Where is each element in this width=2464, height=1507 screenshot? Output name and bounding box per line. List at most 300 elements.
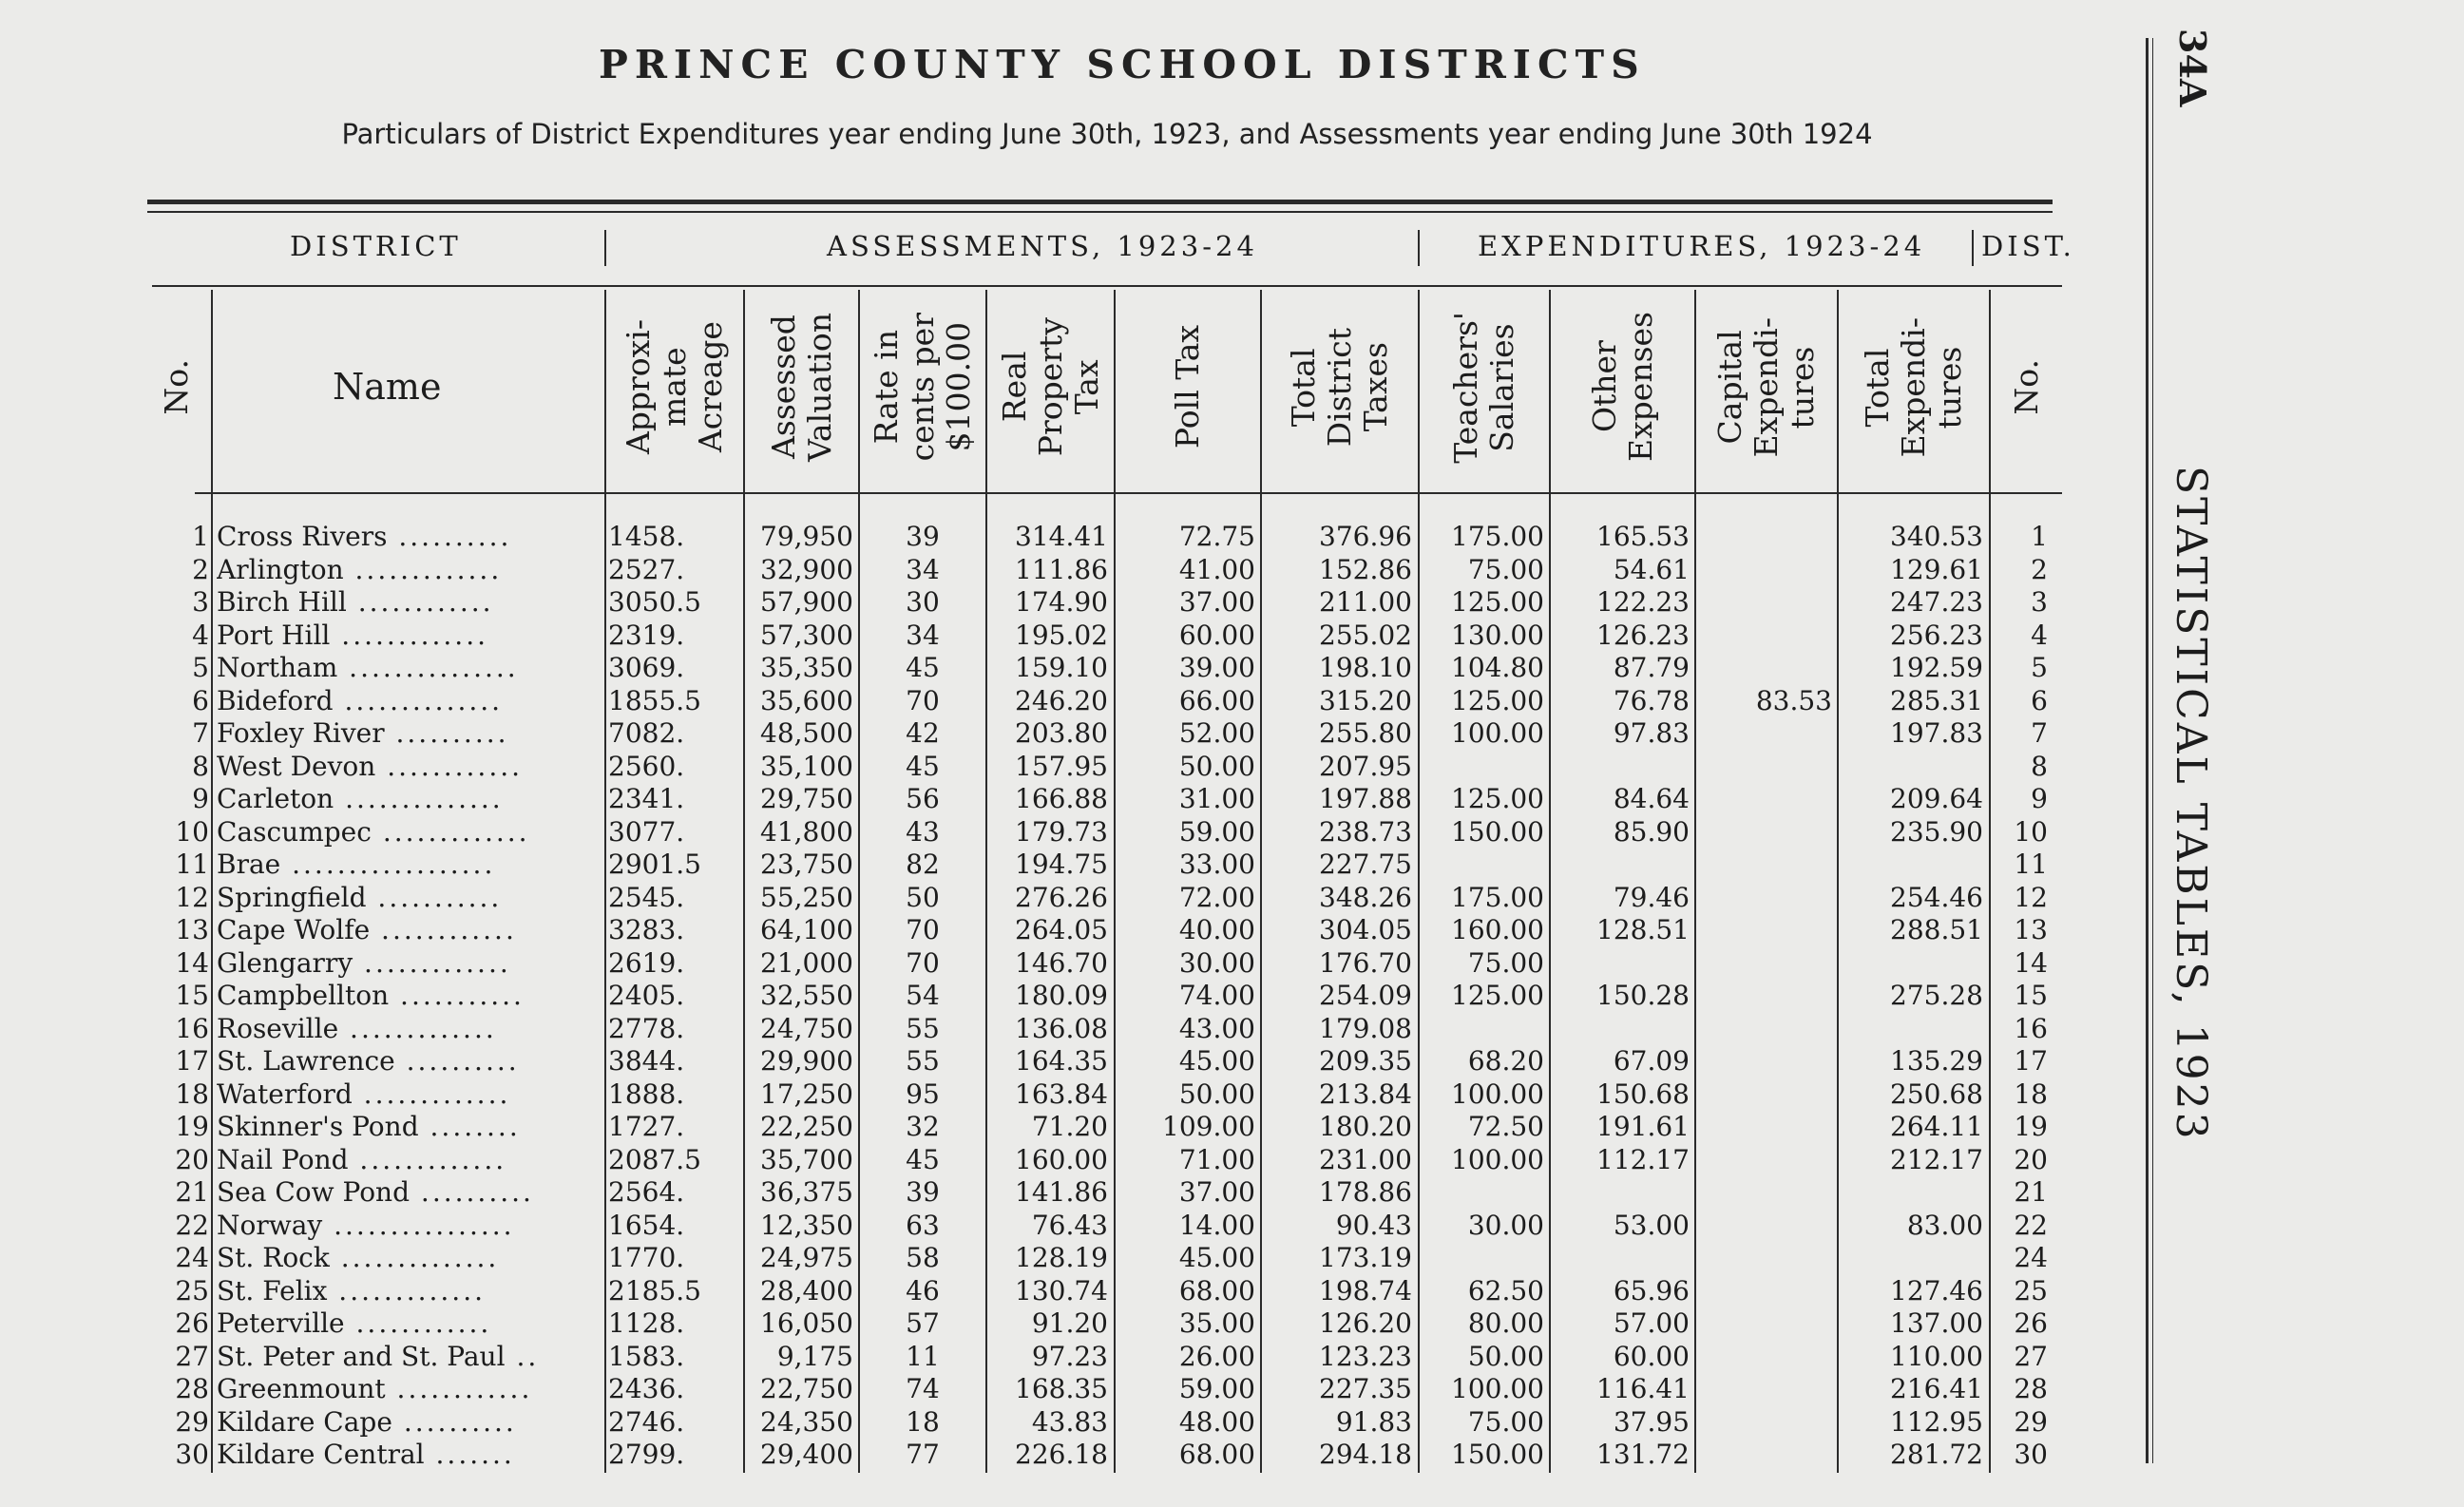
cell-teachers-salaries: 150.00 <box>1451 1439 1544 1470</box>
cell-dist-no: 24 <box>2014 1242 2048 1273</box>
cell-rate: 82 <box>906 849 940 880</box>
cell-total-expenditures: 110.00 <box>1890 1340 1983 1372</box>
district-name: Norway <box>217 1209 323 1241</box>
cell-total-district-taxes: 197.88 <box>1319 783 1412 814</box>
group-sep-3 <box>1972 230 1974 266</box>
cell-no: 2 <box>192 553 209 585</box>
cell-rate: 56 <box>906 783 940 814</box>
top-rule <box>147 200 2053 204</box>
cell-total-district-taxes: 227.75 <box>1319 849 1412 880</box>
cell-no: 1 <box>192 521 209 552</box>
cell-total-district-taxes: 90.43 <box>1335 1209 1412 1241</box>
table-row <box>0 554 2091 587</box>
leader-dots: ........ <box>418 1111 521 1142</box>
group-sep-2 <box>1418 230 1420 266</box>
cell-total-expenditures: 135.29 <box>1890 1045 1983 1077</box>
cell-real-property-tax: 314.41 <box>1015 521 1108 552</box>
cell-other-expenses: 112.17 <box>1596 1143 1690 1175</box>
cell-other-expenses: 128.51 <box>1596 914 1690 945</box>
table-row <box>0 685 2091 718</box>
district-name: Waterford <box>217 1078 353 1110</box>
cell-valuation: 64,100 <box>760 914 853 945</box>
cell-real-property-tax: 168.35 <box>1015 1373 1108 1404</box>
cell-other-expenses: 150.28 <box>1596 980 1690 1011</box>
cell-dist-no: 11 <box>2014 849 2048 880</box>
cell-total-district-taxes: 173.19 <box>1319 1242 1412 1273</box>
cell-other-expenses: 65.96 <box>1613 1274 1690 1307</box>
cell-acreage: 1654. <box>608 1209 685 1241</box>
cell-real-property-tax: 276.26 <box>1015 881 1108 913</box>
cell-acreage: 2619. <box>608 946 685 979</box>
cell-name <box>217 1307 597 1340</box>
cell-teachers-salaries: 68.20 <box>1467 1045 1544 1077</box>
cell-rate: 34 <box>906 553 940 585</box>
cell-rate: 39 <box>906 1176 940 1208</box>
district-name: Roseville <box>217 1012 339 1044</box>
table-row <box>0 521 2091 554</box>
cell-acreage: 3844. <box>608 1045 685 1077</box>
cell-real-property-tax: 163.84 <box>1015 1078 1108 1110</box>
group-district: DISTRICT <box>290 230 462 262</box>
cell-total-district-taxes: 238.73 <box>1319 815 1412 848</box>
cell-real-property-tax: 128.19 <box>1015 1242 1108 1273</box>
table-row <box>0 849 2091 882</box>
cell-poll-tax: 68.00 <box>1178 1439 1255 1470</box>
cell-dist-no: 8 <box>2031 750 2048 782</box>
cell-dist-no: 3 <box>2031 586 2048 618</box>
district-name: Carleton <box>217 783 334 814</box>
cell-rate: 39 <box>906 521 940 552</box>
table-row <box>0 1242 2091 1275</box>
table-row <box>0 586 2091 620</box>
cell-valuation: 35,600 <box>760 684 853 716</box>
header-teachers-salaries: Teachers' Salaries <box>1447 311 1520 464</box>
cell-teachers-salaries: 125.00 <box>1451 684 1544 716</box>
cell-no: 28 <box>175 1373 209 1404</box>
cell-teachers-salaries: 130.00 <box>1451 619 1544 651</box>
district-name: Foxley River <box>217 717 385 749</box>
top-rule-thin <box>147 211 2053 213</box>
cell-rate: 18 <box>906 1405 940 1438</box>
leader-dots: ............ <box>375 750 524 782</box>
leader-dots: ............ <box>346 586 494 618</box>
cell-valuation: 24,750 <box>760 1012 853 1044</box>
cell-other-expenses: 67.09 <box>1613 1045 1690 1077</box>
cell-no: 6 <box>192 684 209 716</box>
cell-poll-tax: 48.00 <box>1178 1405 1255 1438</box>
cell-acreage: 7082. <box>608 717 685 749</box>
cell-total-expenditures: 192.59 <box>1890 652 1983 683</box>
cell-teachers-salaries: 125.00 <box>1451 980 1544 1011</box>
cell-poll-tax: 72.00 <box>1178 881 1255 913</box>
cell-rate: 54 <box>906 980 940 1011</box>
cell-total-expenditures: 83.00 <box>1906 1209 1983 1241</box>
cell-real-property-tax: 91.20 <box>1031 1307 1108 1339</box>
cell-poll-tax: 31.00 <box>1178 783 1255 814</box>
cell-poll-tax: 71.00 <box>1178 1143 1255 1175</box>
cell-acreage: 1128. <box>608 1307 685 1339</box>
cell-total-district-taxes: 294.18 <box>1319 1439 1412 1470</box>
cell-other-expenses: 84.64 <box>1613 783 1690 814</box>
header-total-expenditures: Total Expendi- tures <box>1859 316 1968 458</box>
district-name: Sea Cow Pond <box>217 1176 411 1208</box>
cell-other-expenses: 116.41 <box>1596 1373 1690 1404</box>
header-capital-expenditures: Capital Expendi- tures <box>1711 316 1821 458</box>
table-row <box>0 1078 2091 1112</box>
cell-name <box>217 947 597 980</box>
leader-dots: ................ <box>322 1209 515 1241</box>
cell-poll-tax: 72.75 <box>1178 521 1255 552</box>
cell-acreage: 1458. <box>608 521 685 552</box>
cell-acreage: 3077. <box>608 815 685 848</box>
cell-valuation: 32,900 <box>760 553 853 585</box>
table-row <box>0 980 2091 1013</box>
district-name: Kildare Central <box>217 1439 425 1470</box>
cell-real-property-tax: 160.00 <box>1015 1143 1108 1175</box>
cell-name <box>217 554 597 586</box>
cell-name <box>217 816 597 849</box>
cell-rate: 30 <box>906 586 940 618</box>
cell-poll-tax: 109.00 <box>1162 1111 1255 1142</box>
cell-dist-no: 29 <box>2014 1405 2048 1438</box>
cell-total-expenditures: 250.68 <box>1890 1078 1983 1110</box>
cell-no: 9 <box>192 783 209 814</box>
leader-dots: .......... <box>387 521 512 552</box>
cell-poll-tax: 74.00 <box>1178 980 1255 1011</box>
leader-dots: ............... <box>337 652 519 683</box>
cell-rate: 11 <box>906 1340 940 1372</box>
cell-name <box>217 1341 597 1373</box>
cell-valuation: 35,700 <box>760 1143 853 1175</box>
cell-acreage: 3283. <box>608 914 685 945</box>
district-name: Kildare Cape <box>217 1405 392 1438</box>
cell-poll-tax: 39.00 <box>1178 652 1255 683</box>
cell-rate: 58 <box>906 1242 940 1273</box>
district-name: Campbellton <box>217 980 390 1011</box>
cell-teachers-salaries: 104.80 <box>1451 652 1544 683</box>
cell-real-property-tax: 130.74 <box>1015 1274 1108 1307</box>
leader-dots: ............. <box>338 1012 497 1044</box>
cell-name <box>217 1013 597 1045</box>
cell-valuation: 41,800 <box>760 815 853 848</box>
cell-valuation: 22,750 <box>760 1373 853 1404</box>
cell-poll-tax: 52.00 <box>1178 717 1255 749</box>
cell-teachers-salaries: 62.50 <box>1467 1274 1544 1307</box>
cell-valuation: 32,550 <box>760 980 853 1011</box>
cell-total-expenditures: 275.28 <box>1890 980 1983 1011</box>
cell-acreage: 2545. <box>608 881 685 913</box>
cell-real-property-tax: 226.18 <box>1015 1439 1108 1470</box>
cell-valuation: 24,350 <box>760 1405 853 1438</box>
cell-total-expenditures: 112.95 <box>1890 1405 1983 1438</box>
cell-rate: 43 <box>906 815 940 848</box>
cell-valuation: 17,250 <box>760 1078 853 1110</box>
cell-total-district-taxes: 123.23 <box>1319 1340 1412 1372</box>
district-name: Cross Rivers <box>217 521 388 552</box>
district-name: Springfield <box>217 881 367 913</box>
cell-other-expenses: 85.90 <box>1613 815 1690 848</box>
cell-total-expenditures: 256.23 <box>1890 619 1983 651</box>
leader-dots: ....... <box>424 1439 515 1470</box>
cell-other-expenses: 126.23 <box>1596 619 1690 651</box>
cell-rate: 70 <box>906 914 940 945</box>
district-name: St. Lawrence <box>217 1045 395 1077</box>
cell-total-expenditures: 209.64 <box>1890 783 1983 814</box>
cell-dist-no: 7 <box>2031 717 2048 749</box>
leader-dots: .................. <box>280 849 496 880</box>
table-row <box>0 751 2091 784</box>
cell-valuation: 57,900 <box>760 586 853 618</box>
cell-no: 13 <box>175 914 209 945</box>
cell-teachers-salaries: 100.00 <box>1451 1373 1544 1404</box>
leader-dots: ............ <box>370 914 517 945</box>
table-row <box>0 1307 2091 1341</box>
cell-no: 15 <box>175 980 209 1011</box>
cell-real-property-tax: 146.70 <box>1015 946 1108 979</box>
district-name: West Devon <box>217 750 376 782</box>
cell-no: 14 <box>175 946 209 979</box>
cell-teachers-salaries: 125.00 <box>1451 586 1544 618</box>
cell-other-expenses: 150.68 <box>1596 1078 1690 1110</box>
table-row <box>0 882 2091 915</box>
cell-valuation: 24,975 <box>760 1242 853 1273</box>
leader-dots: ........... <box>366 881 503 913</box>
cell-name <box>217 1439 597 1471</box>
cell-other-expenses: 165.53 <box>1596 521 1690 552</box>
cell-dist-no: 4 <box>2031 619 2048 651</box>
cell-dist-no: 18 <box>2014 1078 2048 1110</box>
cell-total-expenditures: 340.53 <box>1890 521 1983 552</box>
table-row <box>0 620 2091 653</box>
district-name: Peterville <box>217 1307 345 1339</box>
cell-acreage: 2185.5 <box>608 1274 701 1307</box>
cell-teachers-salaries: 175.00 <box>1451 521 1544 552</box>
cell-valuation: 79,950 <box>760 521 853 552</box>
cell-poll-tax: 66.00 <box>1178 684 1255 716</box>
cell-total-district-taxes: 227.35 <box>1319 1373 1412 1404</box>
cell-total-district-taxes: 152.86 <box>1319 553 1412 585</box>
leader-dots: ............. <box>371 815 530 848</box>
cell-acreage: 1583. <box>608 1340 685 1372</box>
district-name: St. Peter and St. Paul <box>217 1340 506 1372</box>
cell-total-district-taxes: 178.86 <box>1319 1176 1412 1208</box>
cell-poll-tax: 40.00 <box>1178 914 1255 945</box>
cell-acreage: 1888. <box>608 1078 685 1110</box>
cell-poll-tax: 14.00 <box>1178 1209 1255 1241</box>
header-top-rule <box>152 285 2062 287</box>
table-row <box>0 1373 2091 1406</box>
cell-name <box>217 1144 597 1176</box>
cell-total-district-taxes: 179.08 <box>1319 1012 1412 1044</box>
cell-total-expenditures: 254.46 <box>1890 881 1983 913</box>
cell-dist-no: 2 <box>2031 553 2048 585</box>
cell-total-district-taxes: 176.70 <box>1319 946 1412 979</box>
leader-dots: .......... <box>384 717 509 749</box>
group-assessments: ASSESSMENTS, 1923-24 <box>827 230 1258 262</box>
cell-name <box>217 1275 597 1307</box>
cell-name <box>217 521 597 553</box>
cell-valuation: 28,400 <box>760 1274 853 1307</box>
cell-real-property-tax: 164.35 <box>1015 1045 1108 1077</box>
cell-teachers-salaries: 125.00 <box>1451 783 1544 814</box>
cell-dist-no: 16 <box>2014 1012 2048 1044</box>
cell-poll-tax: 30.00 <box>1178 946 1255 979</box>
cell-rate: 55 <box>906 1012 940 1044</box>
cell-total-district-taxes: 211.00 <box>1319 586 1412 618</box>
cell-dist-no: 25 <box>2014 1274 2048 1307</box>
cell-acreage: 2560. <box>608 750 685 782</box>
district-name: St. Rock <box>217 1242 330 1273</box>
page-title: PRINCE COUNTY SCHOOL DISTRICTS <box>599 42 1646 87</box>
cell-name <box>217 586 597 619</box>
table-row <box>0 1275 2091 1308</box>
cell-name <box>217 1406 597 1439</box>
leader-dots: ............. <box>330 619 488 651</box>
cell-teachers-salaries: 150.00 <box>1451 815 1544 848</box>
cell-other-expenses: 76.78 <box>1613 684 1690 716</box>
cell-acreage: 2564. <box>608 1176 685 1208</box>
district-name: Cascumpec <box>217 815 372 848</box>
cell-no: 25 <box>175 1274 209 1307</box>
cell-no: 20 <box>175 1143 209 1175</box>
leader-dots: ............ <box>344 1307 492 1339</box>
cell-no: 18 <box>175 1078 209 1110</box>
cell-valuation: 55,250 <box>760 881 853 913</box>
cell-poll-tax: 41.00 <box>1178 553 1255 585</box>
group-dist: DIST. <box>1981 230 2075 262</box>
cell-total-expenditures: 129.61 <box>1890 553 1983 585</box>
cell-other-expenses: 122.23 <box>1596 586 1690 618</box>
leader-dots: ............. <box>352 1078 511 1110</box>
cell-valuation: 16,050 <box>760 1307 853 1339</box>
cell-total-district-taxes: 348.26 <box>1319 881 1412 913</box>
cell-no: 24 <box>175 1242 209 1273</box>
cell-real-property-tax: 157.95 <box>1015 750 1108 782</box>
leader-dots: ........... <box>389 980 525 1011</box>
cell-teachers-salaries: 175.00 <box>1451 881 1544 913</box>
cell-no: 30 <box>175 1439 209 1470</box>
leader-dots: .......... <box>410 1176 534 1208</box>
table-row <box>0 1341 2091 1374</box>
cell-dist-no: 9 <box>2031 783 2048 814</box>
cell-real-property-tax: 174.90 <box>1015 586 1108 618</box>
cell-no: 27 <box>175 1340 209 1372</box>
cell-acreage: 2436. <box>608 1373 685 1404</box>
cell-rate: 95 <box>906 1078 940 1110</box>
district-name: Cape Wolfe <box>217 914 371 945</box>
cell-real-property-tax: 246.20 <box>1015 684 1108 716</box>
cell-real-property-tax: 159.10 <box>1015 652 1108 683</box>
cell-other-expenses: 191.61 <box>1596 1111 1690 1142</box>
cell-poll-tax: 43.00 <box>1178 1012 1255 1044</box>
header-total-district-taxes: Total District Taxes <box>1285 327 1394 448</box>
leader-dots: .............. <box>334 783 504 814</box>
cell-total-district-taxes: 254.09 <box>1319 980 1412 1011</box>
cell-other-expenses: 131.72 <box>1596 1439 1690 1470</box>
leader-dots: ............. <box>327 1274 487 1307</box>
table-row <box>0 1111 2091 1144</box>
cell-no: 16 <box>175 1012 209 1044</box>
cell-real-property-tax: 264.05 <box>1015 914 1108 945</box>
cell-real-property-tax: 76.43 <box>1031 1209 1108 1241</box>
cell-name <box>217 685 597 717</box>
cell-valuation: 29,400 <box>760 1439 853 1470</box>
cell-name <box>217 652 597 684</box>
page-subtitle: Particulars of District Expenditures year ending June 30th, 1923, and Assessments year ending June 30th 1924 <box>341 118 1873 150</box>
cell-real-property-tax: 43.83 <box>1031 1405 1108 1438</box>
cell-valuation: 9,175 <box>776 1340 853 1372</box>
table-row <box>0 1439 2091 1472</box>
cell-total-district-taxes: 207.95 <box>1319 750 1412 782</box>
cell-total-district-taxes: 198.74 <box>1319 1274 1412 1307</box>
cell-teachers-salaries: 30.00 <box>1467 1209 1544 1241</box>
cell-no: 5 <box>192 652 209 683</box>
cell-rate: 77 <box>906 1439 940 1470</box>
cell-other-expenses: 79.46 <box>1613 881 1690 913</box>
cell-total-district-taxes: 198.10 <box>1319 652 1412 683</box>
cell-real-property-tax: 166.88 <box>1015 783 1108 814</box>
cell-real-property-tax: 180.09 <box>1015 980 1108 1011</box>
cell-poll-tax: 50.00 <box>1178 750 1255 782</box>
table-row <box>0 1176 2091 1210</box>
cell-acreage: 2341. <box>608 783 685 814</box>
cell-valuation: 29,900 <box>760 1045 853 1077</box>
table-row <box>0 1045 2091 1078</box>
cell-rate: 34 <box>906 619 940 651</box>
cell-name <box>217 914 597 946</box>
cell-acreage: 2405. <box>608 980 685 1011</box>
cell-name <box>217 1045 597 1078</box>
leader-dots: .............. <box>329 1242 500 1273</box>
cell-rate: 32 <box>906 1111 940 1142</box>
cell-valuation: 21,000 <box>760 946 853 979</box>
cell-acreage: 2087.5 <box>608 1143 701 1175</box>
cell-valuation: 12,350 <box>760 1209 853 1241</box>
district-name: Skinner's Pond <box>217 1111 419 1142</box>
side-title: STATISTICAL TABLES, 1923 <box>2167 466 2215 1142</box>
cell-poll-tax: 33.00 <box>1178 849 1255 880</box>
cell-no: 8 <box>192 750 209 782</box>
cell-total-district-taxes: 213.84 <box>1319 1078 1412 1110</box>
cell-real-property-tax: 203.80 <box>1015 717 1108 749</box>
cell-dist-no: 15 <box>2014 980 2048 1011</box>
leader-dots: .............. <box>333 684 504 716</box>
cell-teachers-salaries: 80.00 <box>1467 1307 1544 1339</box>
cell-acreage: 2319. <box>608 619 685 651</box>
cell-acreage: 2746. <box>608 1405 685 1438</box>
cell-poll-tax: 59.00 <box>1178 815 1255 848</box>
cell-rate: 45 <box>906 750 940 782</box>
cell-real-property-tax: 195.02 <box>1015 619 1108 651</box>
cell-dist-no: 30 <box>2014 1439 2048 1470</box>
cell-rate: 42 <box>906 717 940 749</box>
cell-capital-expenditures: 83.53 <box>1755 684 1832 716</box>
header-no: No. <box>158 359 195 415</box>
cell-no: 7 <box>192 717 209 749</box>
cell-poll-tax: 37.00 <box>1178 586 1255 618</box>
cell-total-district-taxes: 315.20 <box>1319 684 1412 716</box>
cell-name <box>217 1373 597 1405</box>
cell-valuation: 35,350 <box>760 652 853 683</box>
header-real-property-tax: Real Property Tax <box>995 317 1105 457</box>
cell-total-expenditures: 235.90 <box>1890 815 1983 848</box>
cell-name <box>217 1242 597 1274</box>
cell-no: 3 <box>192 586 209 618</box>
cell-no: 4 <box>192 619 209 651</box>
cell-acreage: 1727. <box>608 1111 685 1142</box>
cell-other-expenses: 97.83 <box>1613 717 1690 749</box>
cell-teachers-salaries: 100.00 <box>1451 717 1544 749</box>
